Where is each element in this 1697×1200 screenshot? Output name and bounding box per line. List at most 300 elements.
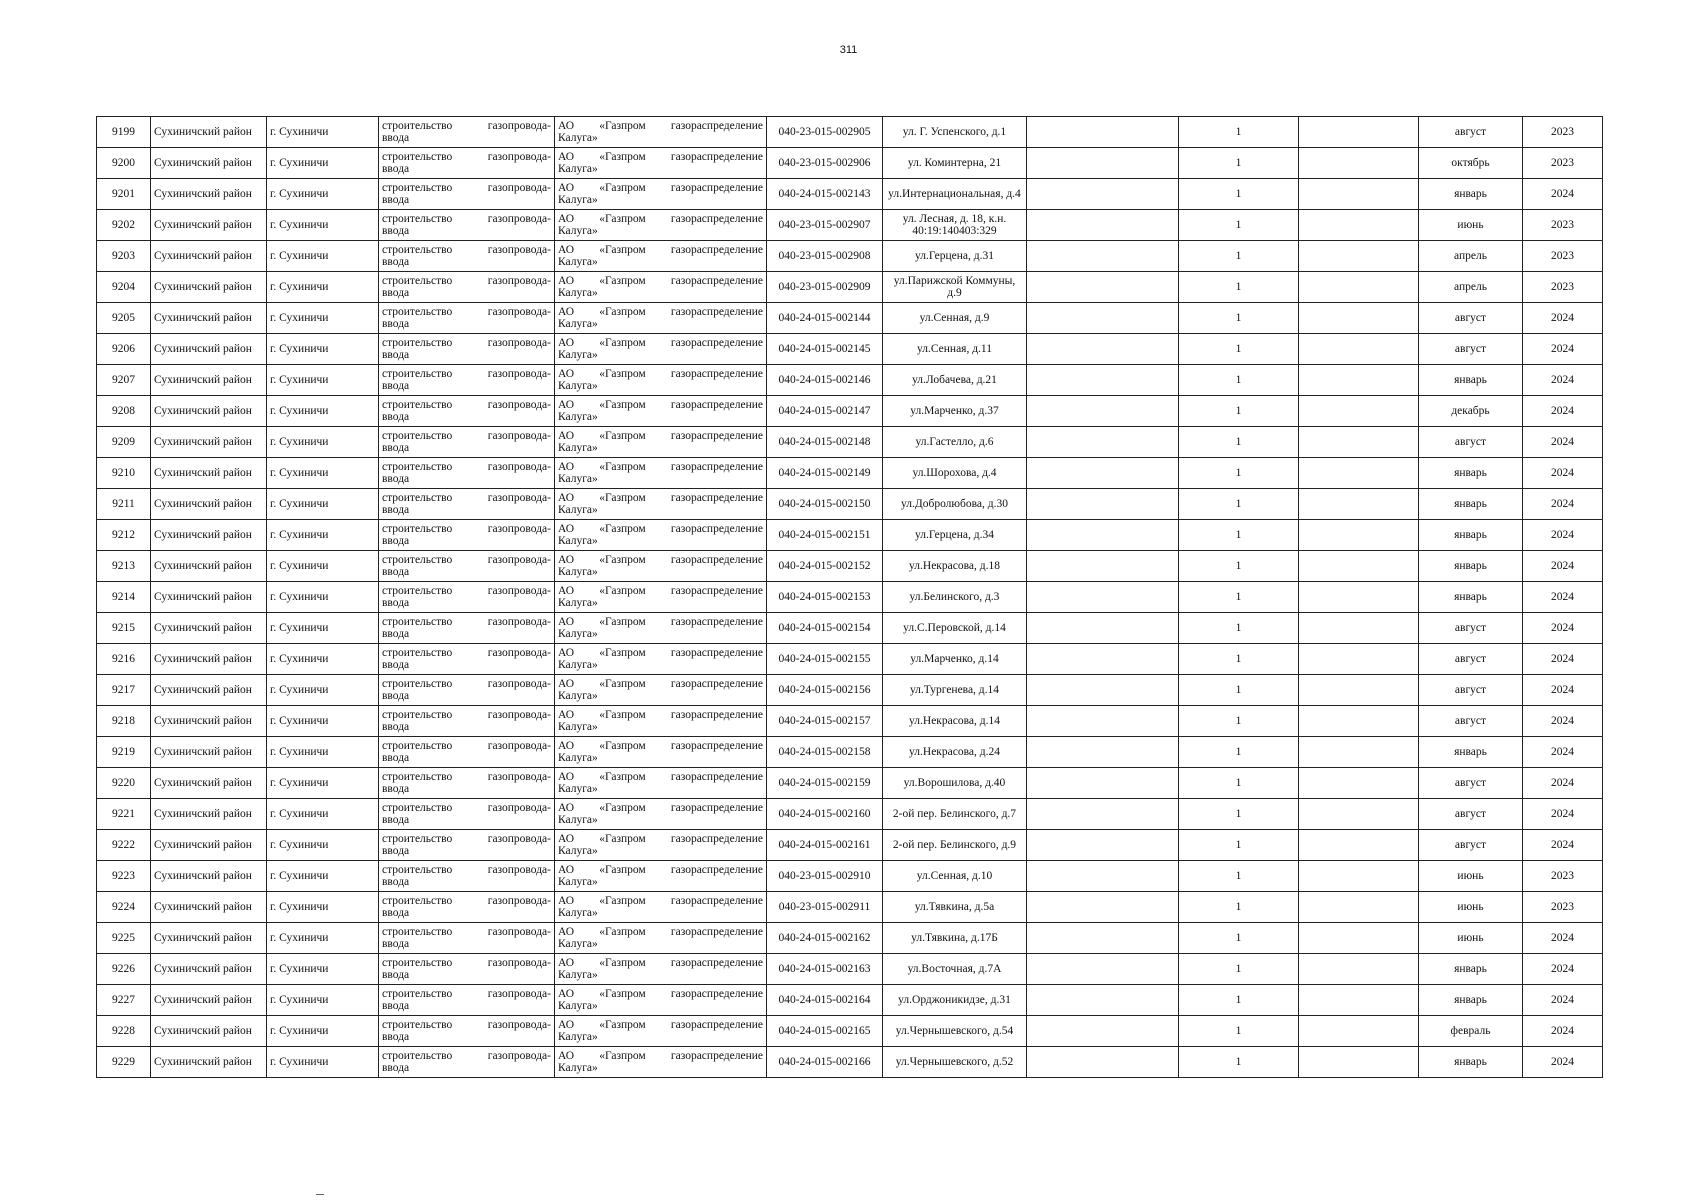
table-row <box>97 396 1603 427</box>
district-cell: Сухиничский район <box>151 489 267 520</box>
year-cell: 2024 <box>1523 179 1603 210</box>
object-id-cell: 040-23-015-002910 <box>767 861 883 892</box>
row-number: 9227 <box>97 985 151 1016</box>
empty-cell <box>1027 737 1179 768</box>
year-cell: 2024 <box>1523 520 1603 551</box>
district-cell: Сухиничский район <box>151 1016 267 1047</box>
work-type-word-3: ввода <box>382 132 410 144</box>
organization-word-1: АО <box>558 213 575 225</box>
organization-word-2: «Газпром <box>599 337 646 349</box>
organization-word-1: АО <box>558 740 575 752</box>
year-cell: 2024 <box>1523 923 1603 954</box>
table-row <box>97 303 1603 334</box>
work-type-word-2: газопровода- <box>487 1050 551 1062</box>
table-row <box>97 210 1603 241</box>
row-number: 9211 <box>97 489 151 520</box>
quantity-cell: 1 <box>1179 613 1299 644</box>
row-number: 9219 <box>97 737 151 768</box>
work-type-word-1: строительство <box>382 523 453 535</box>
work-type-word-2: газопровода- <box>487 895 551 907</box>
work-type-word-1: строительство <box>382 399 453 411</box>
district-cell: Сухиничский район <box>151 613 267 644</box>
city-cell: г. Сухиничи <box>267 706 379 737</box>
month-cell: октябрь <box>1419 148 1523 179</box>
organization-word-2: «Газпром <box>599 585 646 597</box>
organization-word-1: АО <box>558 647 575 659</box>
district-cell: Сухиничский район <box>151 799 267 830</box>
organization-word-3: газораспределение <box>670 554 763 566</box>
city-cell: г. Сухиничи <box>267 923 379 954</box>
organization-word-3: газораспределение <box>670 926 763 938</box>
organization-word-1: АО <box>558 957 575 969</box>
organization-word-2: «Газпром <box>599 802 646 814</box>
work-type-word-1: строительство <box>382 337 453 349</box>
work-type-word-1: строительство <box>382 833 453 845</box>
work-type-word-3: ввода <box>382 163 410 175</box>
address-cell: ул.Герцена, д.34 <box>883 520 1027 551</box>
month-cell: январь <box>1419 737 1523 768</box>
organization-word-2: «Газпром <box>599 988 646 1000</box>
empty-cell <box>1299 985 1419 1016</box>
organization-word-3: газораспределение <box>670 337 763 349</box>
work-type-word-3: ввода <box>382 721 410 733</box>
organization-word-1: АО <box>558 399 575 411</box>
address-cell: ул.Чернышевского, д.54 <box>883 1016 1027 1047</box>
quantity-cell: 1 <box>1179 799 1299 830</box>
empty-cell <box>1299 148 1419 179</box>
organization-word-3: газораспределение <box>670 151 763 163</box>
quantity-cell: 1 <box>1179 179 1299 210</box>
work-type-word-3: ввода <box>382 783 410 795</box>
organization-word-4: Калуга» <box>558 566 598 578</box>
empty-cell <box>1027 241 1179 272</box>
row-number: 9216 <box>97 644 151 675</box>
organization-word-2: «Газпром <box>599 368 646 380</box>
object-id-cell: 040-24-015-002146 <box>767 365 883 396</box>
organization-word-3: газораспределение <box>670 492 763 504</box>
month-cell: август <box>1419 334 1523 365</box>
district-cell: Сухиничский район <box>151 520 267 551</box>
work-type-cell <box>379 644 555 675</box>
organization-cell <box>555 644 767 675</box>
row-number: 9200 <box>97 148 151 179</box>
object-id-cell: 040-24-015-002154 <box>767 613 883 644</box>
object-id-cell: 040-24-015-002153 <box>767 582 883 613</box>
year-cell: 2024 <box>1523 830 1603 861</box>
empty-cell <box>1027 582 1179 613</box>
district-cell: Сухиничский район <box>151 365 267 396</box>
work-type-cell <box>379 768 555 799</box>
table-row <box>97 923 1603 954</box>
empty-cell <box>1027 551 1179 582</box>
address-cell: ул.Тявкина, д.5а <box>883 892 1027 923</box>
organization-word-3: газораспределение <box>670 957 763 969</box>
organization-cell <box>555 551 767 582</box>
work-type-word-2: газопровода- <box>487 647 551 659</box>
empty-cell <box>1299 1047 1419 1078</box>
organization-cell <box>555 830 767 861</box>
empty-cell <box>1299 861 1419 892</box>
city-cell: г. Сухиничи <box>267 954 379 985</box>
month-cell: июнь <box>1419 923 1523 954</box>
work-type-word-3: ввода <box>382 504 410 516</box>
work-type-word-2: газопровода- <box>487 926 551 938</box>
organization-word-1: АО <box>558 244 575 256</box>
work-type-word-3: ввода <box>382 287 410 299</box>
row-number: 9214 <box>97 582 151 613</box>
organization-cell <box>555 303 767 334</box>
address-cell: 2-ой пер. Белинского, д.7 <box>883 799 1027 830</box>
organization-word-3: газораспределение <box>670 802 763 814</box>
organization-word-3: газораспределение <box>670 647 763 659</box>
work-type-word-3: ввода <box>382 566 410 578</box>
table-row <box>97 365 1603 396</box>
organization-word-2: «Газпром <box>599 244 646 256</box>
empty-cell <box>1299 675 1419 706</box>
city-cell: г. Сухиничи <box>267 737 379 768</box>
organization-word-2: «Газпром <box>599 275 646 287</box>
organization-word-1: АО <box>558 554 575 566</box>
city-cell: г. Сухиничи <box>267 675 379 706</box>
address-cell: ул.Чернышевского, д.52 <box>883 1047 1027 1078</box>
organization-word-3: газораспределение <box>670 368 763 380</box>
organization-word-4: Калуга» <box>558 1031 598 1043</box>
row-number: 9205 <box>97 303 151 334</box>
work-type-word-2: газопровода- <box>487 120 551 132</box>
empty-cell <box>1299 613 1419 644</box>
address-cell: ул. Коминтерна, 21 <box>883 148 1027 179</box>
object-id-cell: 040-23-015-002911 <box>767 892 883 923</box>
month-cell: август <box>1419 427 1523 458</box>
organization-word-2: «Газпром <box>599 523 646 535</box>
work-type-word-2: газопровода- <box>487 182 551 194</box>
year-cell: 2024 <box>1523 551 1603 582</box>
year-cell: 2024 <box>1523 334 1603 365</box>
work-type-cell <box>379 427 555 458</box>
work-type-cell <box>379 210 555 241</box>
address-cell: ул.Некрасова, д.24 <box>883 737 1027 768</box>
object-id-cell: 040-24-015-002159 <box>767 768 883 799</box>
organization-word-2: «Газпром <box>599 740 646 752</box>
quantity-cell: 1 <box>1179 768 1299 799</box>
organization-cell <box>555 892 767 923</box>
work-type-word-2: газопровода- <box>487 554 551 566</box>
organization-word-2: «Газпром <box>599 182 646 194</box>
address-cell: ул.Гастелло, д.6 <box>883 427 1027 458</box>
organization-word-1: АО <box>558 337 575 349</box>
organization-cell <box>555 365 767 396</box>
organization-word-2: «Газпром <box>599 926 646 938</box>
address-cell: ул.Сенная, д.9 <box>883 303 1027 334</box>
organization-cell <box>555 768 767 799</box>
work-type-word-1: строительство <box>382 554 453 566</box>
city-cell: г. Сухиничи <box>267 1016 379 1047</box>
work-type-word-2: газопровода- <box>487 585 551 597</box>
work-type-word-3: ввода <box>382 752 410 764</box>
address-cell: ул. Г. Успенского, д.1 <box>883 117 1027 148</box>
month-cell: апрель <box>1419 241 1523 272</box>
work-type-word-2: газопровода- <box>487 616 551 628</box>
work-type-cell <box>379 799 555 830</box>
organization-cell <box>555 737 767 768</box>
organization-word-4: Калуга» <box>558 969 598 981</box>
organization-word-1: АО <box>558 306 575 318</box>
quantity-cell: 1 <box>1179 675 1299 706</box>
work-type-word-2: газопровода- <box>487 213 551 225</box>
organization-word-4: Калуга» <box>558 318 598 330</box>
organization-word-1: АО <box>558 802 575 814</box>
organization-word-4: Калуга» <box>558 256 598 268</box>
organization-word-4: Калуга» <box>558 845 598 857</box>
quantity-cell: 1 <box>1179 427 1299 458</box>
work-type-cell <box>379 613 555 644</box>
work-type-cell <box>379 520 555 551</box>
organization-word-3: газораспределение <box>670 182 763 194</box>
district-cell: Сухиничский район <box>151 706 267 737</box>
organization-cell <box>555 799 767 830</box>
year-cell: 2024 <box>1523 582 1603 613</box>
organization-word-3: газораспределение <box>670 213 763 225</box>
district-cell: Сухиничский район <box>151 923 267 954</box>
table-row <box>97 458 1603 489</box>
organization-word-1: АО <box>558 151 575 163</box>
table-row <box>97 241 1603 272</box>
empty-cell <box>1299 334 1419 365</box>
district-cell: Сухиничский район <box>151 458 267 489</box>
year-cell: 2024 <box>1523 396 1603 427</box>
work-type-cell <box>379 737 555 768</box>
quantity-cell: 1 <box>1179 737 1299 768</box>
work-type-word-2: газопровода- <box>487 988 551 1000</box>
quantity-cell: 1 <box>1179 520 1299 551</box>
city-cell: г. Сухиничи <box>267 117 379 148</box>
district-cell: Сухиничский район <box>151 644 267 675</box>
organization-word-1: АО <box>558 182 575 194</box>
organization-word-1: АО <box>558 492 575 504</box>
city-cell: г. Сухиничи <box>267 613 379 644</box>
empty-cell <box>1027 427 1179 458</box>
quantity-cell: 1 <box>1179 117 1299 148</box>
empty-cell <box>1027 396 1179 427</box>
work-type-word-3: ввода <box>382 969 410 981</box>
work-type-cell <box>379 148 555 179</box>
organization-word-1: АО <box>558 709 575 721</box>
city-cell: г. Сухиничи <box>267 582 379 613</box>
organization-word-2: «Газпром <box>599 833 646 845</box>
organization-word-1: АО <box>558 430 575 442</box>
organization-word-2: «Газпром <box>599 492 646 504</box>
address-cell: ул.Марченко, д.14 <box>883 644 1027 675</box>
table-row <box>97 737 1603 768</box>
address-cell: 2-ой пер. Белинского, д.9 <box>883 830 1027 861</box>
object-id-cell: 040-24-015-002157 <box>767 706 883 737</box>
object-id-cell: 040-23-015-002907 <box>767 210 883 241</box>
work-type-word-1: строительство <box>382 120 453 132</box>
organization-word-3: газораспределение <box>670 771 763 783</box>
work-type-word-2: газопровода- <box>487 337 551 349</box>
organization-word-4: Калуга» <box>558 194 598 206</box>
organization-word-4: Калуга» <box>558 132 598 144</box>
address-cell: ул.Тявкина, д.17Б <box>883 923 1027 954</box>
work-type-cell <box>379 830 555 861</box>
organization-word-1: АО <box>558 678 575 690</box>
city-cell: г. Сухиничи <box>267 644 379 675</box>
work-type-word-2: газопровода- <box>487 523 551 535</box>
city-cell: г. Сухиничи <box>267 551 379 582</box>
organization-word-1: АО <box>558 926 575 938</box>
organization-word-4: Калуга» <box>558 504 598 516</box>
year-cell: 2024 <box>1523 954 1603 985</box>
object-id-cell: 040-24-015-002165 <box>767 1016 883 1047</box>
work-type-cell <box>379 923 555 954</box>
organization-word-4: Калуга» <box>558 814 598 826</box>
year-cell: 2024 <box>1523 365 1603 396</box>
row-number: 9209 <box>97 427 151 458</box>
organization-word-3: газораспределение <box>670 616 763 628</box>
address-cell: ул.Сенная, д.11 <box>883 334 1027 365</box>
object-id-cell: 040-24-015-002143 <box>767 179 883 210</box>
empty-cell <box>1299 768 1419 799</box>
quantity-cell: 1 <box>1179 1016 1299 1047</box>
empty-cell <box>1299 210 1419 241</box>
work-type-word-1: строительство <box>382 895 453 907</box>
district-cell: Сухиничский район <box>151 272 267 303</box>
organization-word-2: «Газпром <box>599 120 646 132</box>
work-type-cell <box>379 1047 555 1078</box>
work-type-word-1: строительство <box>382 213 453 225</box>
quantity-cell: 1 <box>1179 241 1299 272</box>
work-type-word-1: строительство <box>382 709 453 721</box>
quantity-cell: 1 <box>1179 954 1299 985</box>
district-cell: Сухиничский район <box>151 768 267 799</box>
work-type-cell <box>379 582 555 613</box>
address-cell: ул.Лобачева, д.21 <box>883 365 1027 396</box>
city-cell: г. Сухиничи <box>267 830 379 861</box>
work-type-word-1: строительство <box>382 368 453 380</box>
row-number: 9225 <box>97 923 151 954</box>
quantity-cell: 1 <box>1179 272 1299 303</box>
work-type-word-1: строительство <box>382 585 453 597</box>
year-cell: 2024 <box>1523 644 1603 675</box>
organization-word-4: Калуга» <box>558 690 598 702</box>
year-cell: 2023 <box>1523 117 1603 148</box>
empty-cell <box>1299 551 1419 582</box>
city-cell: г. Сухиничи <box>267 334 379 365</box>
row-number: 9220 <box>97 768 151 799</box>
table-row <box>97 768 1603 799</box>
work-type-cell <box>379 706 555 737</box>
object-id-cell: 040-24-015-002145 <box>767 334 883 365</box>
object-id-cell: 040-24-015-002166 <box>767 1047 883 1078</box>
row-number: 9212 <box>97 520 151 551</box>
address-cell: ул.Марченко, д.37 <box>883 396 1027 427</box>
work-type-word-3: ввода <box>382 628 410 640</box>
year-cell: 2024 <box>1523 489 1603 520</box>
month-cell: август <box>1419 830 1523 861</box>
organization-word-3: газораспределение <box>670 523 763 535</box>
work-type-word-1: строительство <box>382 988 453 1000</box>
district-cell: Сухиничский район <box>151 830 267 861</box>
work-type-word-3: ввода <box>382 1062 410 1074</box>
object-id-cell: 040-23-015-002905 <box>767 117 883 148</box>
city-cell: г. Сухиничи <box>267 272 379 303</box>
empty-cell <box>1027 706 1179 737</box>
empty-cell <box>1027 768 1179 799</box>
object-id-cell: 040-24-015-002148 <box>767 427 883 458</box>
quantity-cell: 1 <box>1179 582 1299 613</box>
organization-word-3: газораспределение <box>670 864 763 876</box>
quantity-cell: 1 <box>1179 644 1299 675</box>
year-cell: 2024 <box>1523 737 1603 768</box>
organization-cell <box>555 489 767 520</box>
organization-word-3: газораспределение <box>670 833 763 845</box>
organization-word-4: Калуга» <box>558 163 598 175</box>
work-type-word-3: ввода <box>382 535 410 547</box>
organization-word-3: газораспределение <box>670 461 763 473</box>
table-row <box>97 613 1603 644</box>
address-cell: ул.Некрасова, д.18 <box>883 551 1027 582</box>
organization-word-1: АО <box>558 368 575 380</box>
year-cell: 2024 <box>1523 458 1603 489</box>
organization-cell <box>555 117 767 148</box>
organization-cell <box>555 272 767 303</box>
work-type-word-3: ввода <box>382 876 410 888</box>
quantity-cell: 1 <box>1179 396 1299 427</box>
empty-cell <box>1027 117 1179 148</box>
work-type-word-2: газопровода- <box>487 1019 551 1031</box>
organization-cell <box>555 1047 767 1078</box>
work-type-word-3: ввода <box>382 442 410 454</box>
work-type-cell <box>379 334 555 365</box>
work-type-word-3: ввода <box>382 256 410 268</box>
city-cell: г. Сухиничи <box>267 148 379 179</box>
object-id-cell: 040-24-015-002151 <box>767 520 883 551</box>
organization-word-4: Калуга» <box>558 225 598 237</box>
work-type-word-2: газопровода- <box>487 740 551 752</box>
month-cell: январь <box>1419 551 1523 582</box>
organization-word-4: Калуга» <box>558 535 598 547</box>
work-type-word-1: строительство <box>382 771 453 783</box>
empty-cell <box>1027 365 1179 396</box>
work-type-word-1: строительство <box>382 1050 453 1062</box>
city-cell: г. Сухиничи <box>267 396 379 427</box>
organization-word-4: Калуга» <box>558 349 598 361</box>
work-type-word-3: ввода <box>382 845 410 857</box>
organization-cell <box>555 179 767 210</box>
work-type-word-3: ввода <box>382 380 410 392</box>
empty-cell <box>1299 923 1419 954</box>
organization-word-4: Калуга» <box>558 1000 598 1012</box>
organization-word-4: Калуга» <box>558 287 598 299</box>
work-type-cell <box>379 675 555 706</box>
work-type-word-3: ввода <box>382 659 410 671</box>
quantity-cell: 1 <box>1179 861 1299 892</box>
empty-cell <box>1027 799 1179 830</box>
month-cell: июнь <box>1419 210 1523 241</box>
organization-word-3: газораспределение <box>670 244 763 256</box>
quantity-cell: 1 <box>1179 830 1299 861</box>
object-id-cell: 040-24-015-002152 <box>767 551 883 582</box>
city-cell: г. Сухиничи <box>267 489 379 520</box>
district-cell: Сухиничский район <box>151 861 267 892</box>
organization-word-3: газораспределение <box>670 120 763 132</box>
organization-word-3: газораспределение <box>670 1019 763 1031</box>
table-row <box>97 799 1603 830</box>
organization-word-3: газораспределение <box>670 678 763 690</box>
work-type-word-2: газопровода- <box>487 678 551 690</box>
month-cell: август <box>1419 706 1523 737</box>
work-type-word-2: газопровода- <box>487 864 551 876</box>
